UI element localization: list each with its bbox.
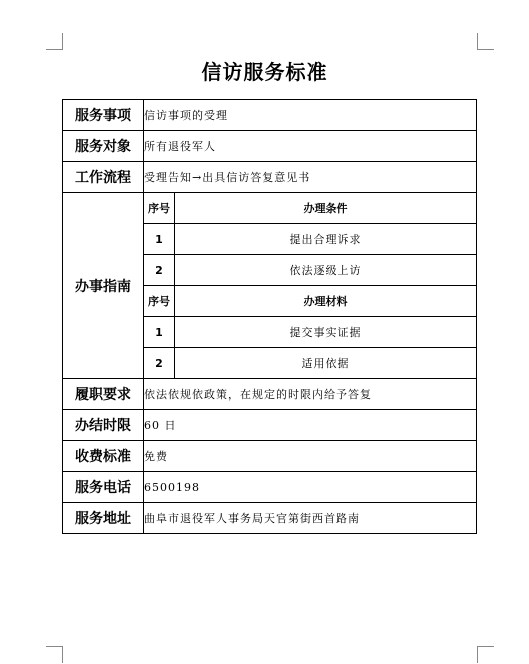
label-duty: 履职要求 xyxy=(63,379,144,410)
value-service-item: 信访事项的受理 xyxy=(144,100,477,131)
condition-1-num: 1 xyxy=(144,224,175,255)
condition-2-text: 依法逐级上访 xyxy=(175,255,477,286)
label-phone: 服务电话 xyxy=(63,472,144,503)
document-title: 信访服务标准 xyxy=(201,60,328,84)
row-service-item xyxy=(63,100,477,131)
condition-1-text: 提出合理诉求 xyxy=(175,224,477,255)
material-2-num: 2 xyxy=(144,348,175,379)
materials-num-header: 序号 xyxy=(144,286,175,317)
value-address: 曲阜市退役军人事务局天官第街西首路南 xyxy=(144,503,477,534)
label-guide: 办事指南 xyxy=(63,193,144,379)
conditions-num-header: 序号 xyxy=(144,193,175,224)
material-2-text: 适用依据 xyxy=(175,348,477,379)
row-phone xyxy=(63,472,477,503)
page-corner-mark-top-right xyxy=(477,33,494,50)
label-address: 服务地址 xyxy=(63,503,144,534)
label-time-limit: 办结时限 xyxy=(63,410,144,441)
page-corner-mark-bottom-left xyxy=(46,646,63,663)
row-fee xyxy=(63,441,477,472)
page-corner-mark-bottom-right xyxy=(477,646,494,663)
row-duty xyxy=(63,379,477,410)
value-fee: 免费 xyxy=(144,441,477,472)
value-phone: 6500198 xyxy=(144,472,477,503)
value-duty: 依法依规依政策，在规定的时限内给予答复 xyxy=(144,379,477,410)
conditions-header: 办理条件 xyxy=(175,193,477,224)
label-service-item: 服务事项 xyxy=(63,100,144,131)
material-1-num: 1 xyxy=(144,317,175,348)
value-workflow: 受理告知→出具信访答复意见书 xyxy=(144,162,477,193)
label-workflow: 工作流程 xyxy=(63,162,144,193)
row-workflow xyxy=(63,162,477,193)
row-time-limit xyxy=(63,410,477,441)
value-time-limit: 60 日 xyxy=(144,410,477,441)
row-address xyxy=(63,503,477,534)
condition-2-num: 2 xyxy=(144,255,175,286)
label-fee: 收费标准 xyxy=(63,441,144,472)
label-service-target: 服务对象 xyxy=(63,131,144,162)
service-standard-table xyxy=(62,99,477,534)
row-guide-conditions-header xyxy=(63,193,477,224)
material-1-text: 提交事实证据 xyxy=(175,317,477,348)
page-corner-mark-top-left xyxy=(46,33,63,50)
value-service-target: 所有退役军人 xyxy=(144,131,477,162)
materials-header: 办理材料 xyxy=(175,286,477,317)
row-service-target xyxy=(63,131,477,162)
